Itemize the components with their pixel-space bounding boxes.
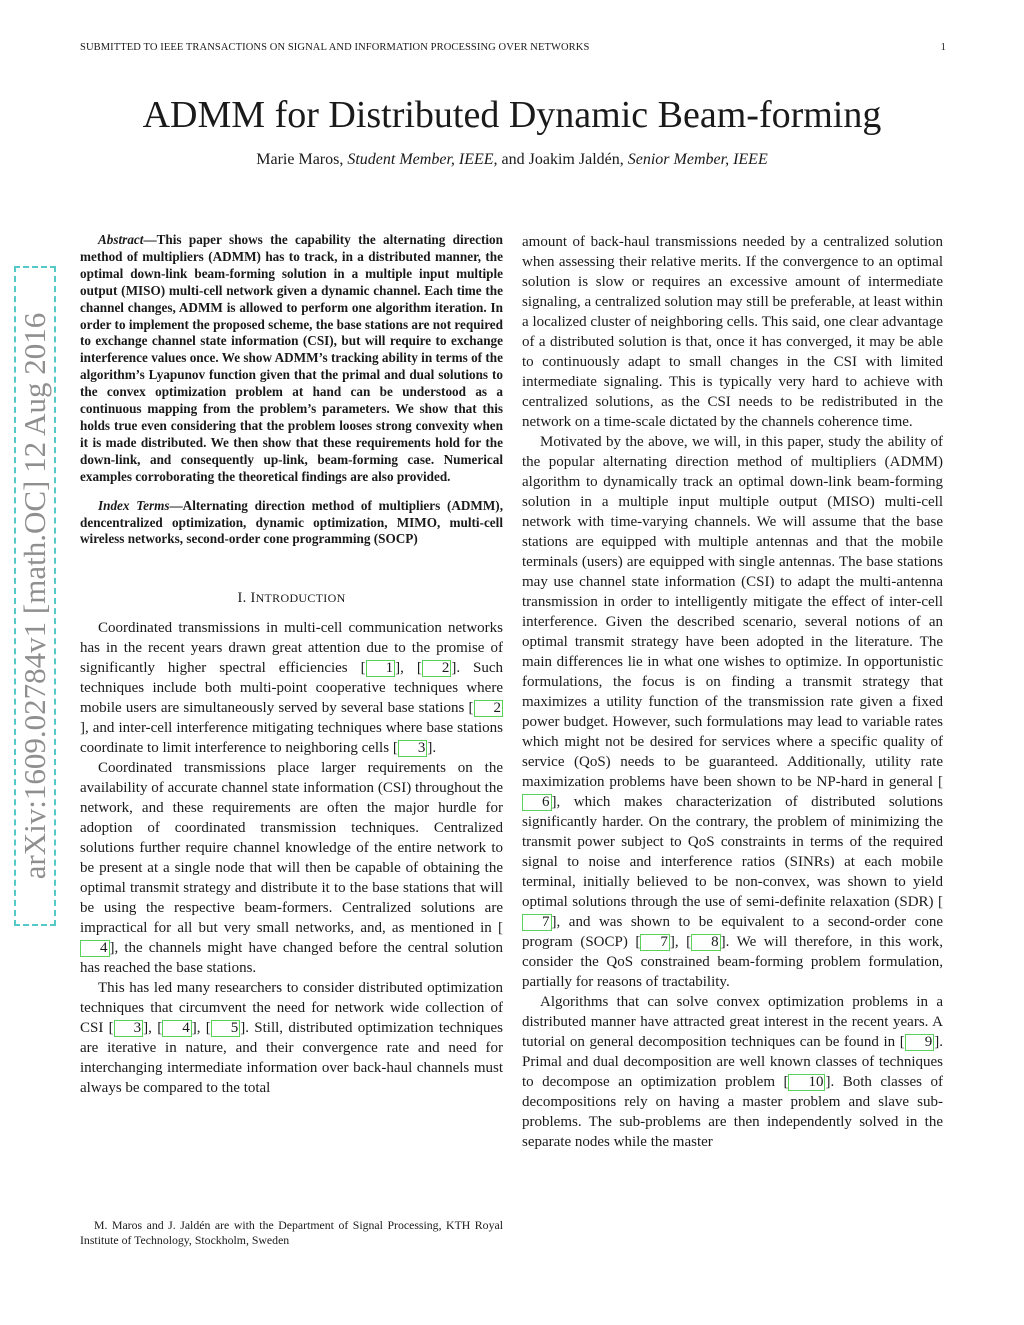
citation-link[interactable]: 10 xyxy=(788,1074,825,1091)
paragraph: This has led many researchers to consider distributed optimization techniques that circumvent the need for network wide collection of CSI [ 3 ], [ 4 ], [ 5 ]. Still, distributed optimization techniques are iterative in nature, and their convergence rate and need for interchanging intermediate information over back-haul channels must always be compared to the total xyxy=(80,980,504,1097)
citation-link[interactable]: 4 xyxy=(162,1020,192,1037)
citation-link[interactable]: 2 xyxy=(474,700,504,717)
citation-link[interactable]: 4 xyxy=(80,940,110,957)
para-text: Coordinated transmissions in multi-cell communication networks has in the recent years drawn great attention due to the promise of significantly higher spectral efficiencies xyxy=(80,620,503,677)
citation-link[interactable]: 7 xyxy=(640,934,670,951)
citation-link[interactable]: 3 xyxy=(398,740,428,757)
author-line xyxy=(0,151,1024,169)
citation-link[interactable]: 5 xyxy=(211,1020,241,1037)
footnote: M. Maros and J. Jaldén are with the Department of Signal Processing, KTH Royal Institute of Technology, Stockholm, Sweden xyxy=(80,1218,503,1247)
citation-link[interactable]: 6 xyxy=(522,794,552,811)
paper-title: ADMM for Distributed Dynamic Beam-forming xyxy=(142,94,882,136)
para-text: . We will therefore, in this work, consider the QoS constrained beam-forming problem formulation, partially for reasons of tractability. xyxy=(522,934,944,990)
para-text: , the channels might have changed before the central solution has reached the base stations. xyxy=(80,940,503,977)
author-1: Marie Maros, xyxy=(256,151,348,168)
para-text: Algorithms that can solve convex optimization problems in a distributed manner have attracted great interest in the recent years. A tutorial on general decomposition techniques can be found in xyxy=(522,994,943,1050)
paragraph: Motivated by the above, we will, in this paper, study the ability of the popular alternating direction method of multipliers (ADMM) algorithm to dynamically track an optimal down-link beam-forming solution in a multiple input multiple output (MISO) multi-cell network with time-varying channels. We will assume that the base stations are equipped with multiple antennas and that the mobile terminals (users) are equipped with single antennas. The base stations may use channel state information (CSI) to adapt the multi-antenna transmission in order to intelligently mitigate the effect of inter-cell interference. Given the described scenario, several notions of an optimal transmit strategy have been adopted in the literature. The main differences lie in what one wishes to optimize. In opportunistic formulations, the focus is on finding a transmit strategy that maximizes a utility function of the transmission rate given a fixed power budget. However, such formulations may lead to variable rates which might not be desired for services where a specific quality of service (QoS) needs to be guaranteed. Additionally, utility rate maximization problems have been shown to be NP-hard in general [6 ], which makes characterization of distributed solutions significantly harder. On the contrary, the problem of minimizing the transmit power subject to QoS constraints in terms of the required signal to noise and interference ratios (SINRs) at each mobile terminal, initially believed to be non-convex, was shown to yield optimal solutions through the use of semi-definite relaxation (SDR) [7 ], and was shown to be equivalent to a second-order cone program (SOCP) [ 7 ], [ 8 ]. We will therefore, in this work, consider the QoS constrained beam-forming problem formulation, partially for reasons of tractability. xyxy=(522,434,944,990)
journal-name: SUBMITTED TO IEEE TRANSACTIONS ON SIGNAL AND INFORMATION PROCESSING OVER NETWORKS xyxy=(80,42,590,53)
citation-link[interactable]: 1 xyxy=(366,660,396,677)
para-text: . Primal and dual decomposition are well known classes of techniques to decompose an optimization problem xyxy=(522,1034,943,1090)
para-text: , xyxy=(148,1020,158,1037)
para-text: Motivated by the above, we will, in this paper, study the ability of the popular alternating direction method of multipliers (ADMM) algorithm to dynamically track an optimal down-link beam-forming solution in a multiple input multiple output (MISO) multi-cell network with time-varying channels. We will assume that the base stations are equipped with multiple antennas and that the mobile terminals (users) are equipped with single antennas. The base stations may use channel state information (CSI) to adapt the multi-antenna transmission in order to intelligently mitigate the effect of inter-cell interference. Given the described scenario, several notions of an optimal transmit strategy have been adopted in the literature. The main differences lie in what one wishes to optimize. In opportunistic formulations, the focus is on finding a transmit strategy that maximizes a utility function of the transmission rate given a fixed power budget. However, such formulations may lead to variable rates which might not be desired for services where a specific quality of service (QoS) needs to be guaranteed. Additionally, utility rate maximization problems have been shown to be NP-hard in general xyxy=(522,434,943,790)
section-heading xyxy=(80,588,503,608)
para-text: , xyxy=(674,934,687,950)
para-text: . Such techniques include both multi-point cooperative techniques where mobile users are simultaneously served by several base stations xyxy=(80,660,504,717)
left-column xyxy=(80,232,503,1098)
para-text: Coordinated transmissions place larger requirements on the availability of accurate channel state information (CSI) throughout the network, and these requirements are often the major hurdle for adoption of coordinated transmission techniques. Centralized solutions further require channel knowledge of the entire network to be present at a single node that will then be capable of obtaining the optimal transmit strategy and distribute it to the base stations that will be using the respective beam-formers. Centralized solutions are impractical for all but very small networks, and, as mentioned in xyxy=(80,760,503,937)
arxiv-stamp[interactable] xyxy=(14,266,56,926)
citation-link[interactable]: 3 xyxy=(114,1020,144,1037)
section-first-letter: I xyxy=(250,590,256,607)
citation-link[interactable]: 2 xyxy=(422,660,452,677)
author-2-role: Senior Member, IEEE xyxy=(627,151,768,168)
author-separator: and Joakim Jaldén, xyxy=(497,151,628,168)
right-column xyxy=(522,232,943,1152)
paragraph: amount of back-haul transmissions needed by a centralized solution when assessing their relative merits. If the convergence to an optimal solution is slow or requires an excessive amount of intermediate signaling, a centralized solution may still be preferable, at least within a localized cluster of neighboring cells. This said, one clear advantage of a distributed solution is that, once it has converged, it may be able to continuously adapt to small changes in the CSI with limited intermediate signaling. This is typically very hard to achieve with centralized solutions, as the CSI needs to be redistributed in the network on a time-scale dictated by the channels coherence time. xyxy=(522,234,943,430)
para-text: . Still, distributed optimization techniques are iterative in nature, and their convergence rate and need for interchanging intermediate information over back-haul channels must always be compared to the total xyxy=(80,1020,504,1097)
running-header xyxy=(80,42,946,53)
arxiv-stamp-text: arXiv:1609.02784v1 [math.OC] 12 Aug 2016 xyxy=(17,312,52,880)
paragraph: Coordinated transmissions in multi-cell communication networks has in the recent years drawn great attention due to the promise of significantly higher spectral efficiencies [ 1 ], [ 2 ]. Such techniques include both multi-point cooperative techniques where mobile users are simultaneously served by several base stations [ 2], and inter-cell interference mitigating techniques where base stations coordinate to limit interference to neighboring cells [ 3 ]. xyxy=(80,620,504,757)
section-number: I. xyxy=(237,590,251,607)
para-text: . xyxy=(432,740,437,757)
para-text: , and was shown to be equivalent to a second-order cone program (SOCP) xyxy=(522,914,943,950)
paragraph: Coordinated transmissions place larger requirements on the availability of accurate channel state information (CSI) throughout the network, and these requirements are often the major hurdle for adoption of coordinated transmission techniques. Centralized solutions further require channel knowledge of the entire network to be present at a single node that will then be capable of obtaining the optimal transmit strategy and distribute it to the base stations that will be using the respective beam-formers. Centralized solutions are impractical for all but very small networks, and, as mentioned in [4 ], the channels might have changed before the central solution has reached the base stations. xyxy=(80,760,503,977)
abstract-label: Abstract xyxy=(98,232,144,247)
abstract-text: —This paper shows the capability the alternating direction method of multipliers (ADMM) has to track, in a distributed manner, the optimal down-link beam-forming solution in a multiple input multiple output (MISO) multi-cell network given a dynamic channel. Each time the channel changes, ADMM is allowed to perform one algorithm iteration. In order to implement the proposed scheme, the base stations are not required to exchange channel state information (CSI), but will require to exchange interference values once. We show ADMM’s tracking ability in terms of the algorithm’s Lyapunov function given that the primal and dual solutions to the convex optimization problem at hand can be understood as a continuous mapping from the problem’s parameters. We show that this holds true even considering that the problem looses strong convexity when it is made distributed. We then show that these requirements hold for the down-link, and consequently up-link, beam-forming case. Numerical examples corroborating the theoretical findings are also provided. xyxy=(80,232,503,484)
citation-link[interactable]: 8 xyxy=(691,934,721,951)
author-1-role: Student Member, IEEE, xyxy=(347,151,498,168)
para-text: , and inter-cell interference mitigating techniques where base stations coordinate to limit interference to neighboring cells xyxy=(80,720,503,757)
index-terms-text: —Alternating direction method of multipliers (ADMM), dencentralized optimization, dynamic optimization, MIMO, multi-cell wireless networks, second-order cone programming (SOCP) xyxy=(80,497,503,547)
citation-link[interactable]: 7 xyxy=(522,914,552,931)
paragraph: Algorithms that can solve convex optimization problems in a distributed manner have attracted great interest in the recent years. A tutorial on general decomposition techniques can be found in [ 9 ]. Primal and dual decomposition are well known classes of techniques to decompose an optimization problem [ 10 ]. Both classes of decompositions rely on having a master problem and slave sub-problems. The sub-problems are then independently solved in the separate nodes while the master xyxy=(522,994,943,1150)
index-terms xyxy=(80,498,503,549)
page-number: 1 xyxy=(940,42,946,53)
para-text: . Both classes of decompositions rely on having a master problem and slave sub-problems. The sub-problems are then independently solved in the separate nodes while the master xyxy=(522,1074,943,1150)
para-text: , which makes characterization of distributed solutions significantly harder. On the contrary, the problem of minimizing the transmit power subject to QoS constraints in terms of the required signal to noise and interference ratios (SINRs) at each mobile terminal, initially believed to be non-convex, was shown to yield optimal solutions through the use of semi-definite relaxation (SDR) xyxy=(522,794,943,910)
para-text: This has led many researchers to consider distributed optimization techniques that circumvent the need for network wide collection of CSI xyxy=(80,980,503,1037)
index-terms-label: Index Terms xyxy=(98,497,170,513)
para-text: , xyxy=(196,1020,206,1037)
abstract xyxy=(80,232,503,486)
section-title-rest: NTRODUCTION xyxy=(255,591,346,606)
citation-link[interactable]: 9 xyxy=(905,1034,935,1051)
